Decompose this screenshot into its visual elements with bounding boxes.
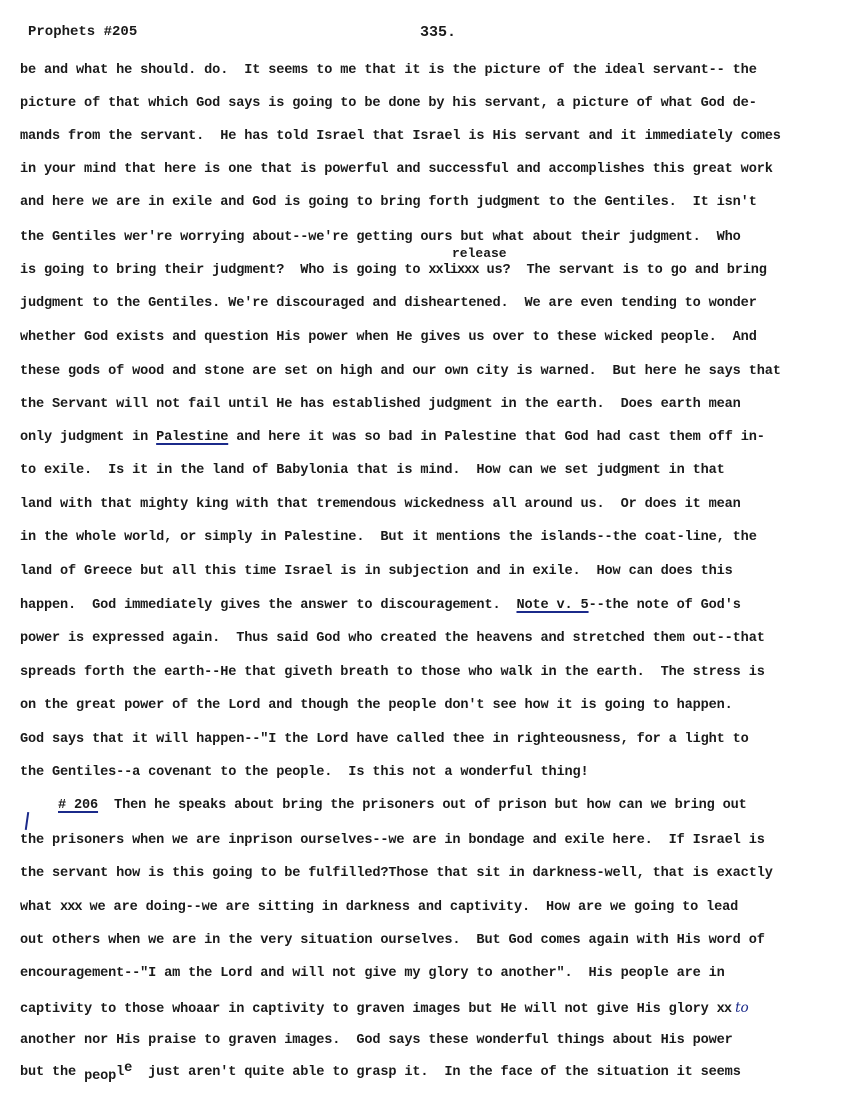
struck-text: xxx [60,900,82,915]
underlined-text: Note v. 5 [516,598,589,613]
text-line: land with that mighty king with that tremendous wickedness all around us. Or does it mean [20,497,741,512]
text-line: the prisoners when we are inprison ourselves--we are in bondage and exile here. If Israel is [20,833,765,848]
text-line: the servant how is this going to be fulfilled?Those that sit in darkness-well, that is exactly [20,866,773,881]
page-header [28,24,818,48]
text-line: and here we are in exile and God is going to bring forth judgment to the Gentiles. It isn't [20,195,757,210]
text-line: power is expressed again. Thus said God who created the heavens and stretched them out--that [20,631,765,646]
text-line [20,597,826,615]
line-text: Then he speaks about bring the prisoners out of prison but how can we bring out [98,798,747,813]
text-line: mands from the servant. He has told Israel that Israel is His servant and it immediately comes [20,129,781,144]
text-line [20,899,826,917]
text-line: whether God exists and question His power when He gives us over to these wicked people. And [20,330,757,345]
line-text: and here it was so bad in Palestine that God had cast them off in- [228,430,765,445]
text-line: picture of that which God says is going to be done by his servant, a picture of what God de- [20,96,757,111]
line-text: just aren't quite able to grasp it. In the face of the situation it seems [132,1065,741,1080]
text-line: out others when we are in the very situation ourselves. But God comes again with His word of [20,933,765,948]
text-line: in the whole world, or simply in Palestine. But it mentions the islands--the coat-line, the [20,530,757,545]
typed-insertion: release [452,246,507,261]
text-line: these gods of wood and stone are set on high and our own city is warned. But here he says that [20,364,781,379]
text-line [20,429,826,447]
line-text: l [116,1065,125,1080]
line-text: captivity to those whoaar in captivity to graven images but He will not give His glory [20,1002,717,1017]
line-text: but the [20,1065,85,1080]
text-line: judgment to the Gentiles. We're discouraged and disheartened. We are even tending to wonder [20,296,757,311]
section-marker: # 206 [58,798,99,813]
line-text: only judgment in [20,430,157,445]
text-line [20,262,826,280]
struck-text: xx [716,1002,731,1017]
underlined-text: Palestine [156,430,229,445]
text-line: the Gentiles wer're worrying about--we're getting ours but what about their judgment. Who [20,230,741,245]
text-line: God says that it will happen--"I the Lord have called thee in righteousness, for a light to [20,732,749,747]
struck-text: xxlixxx [428,263,479,278]
page-number: 335. [420,24,457,41]
handwritten-insertion: to [731,1000,749,1016]
line-text: --the note of God's [588,598,741,613]
line-text: e [124,1061,133,1076]
text-line: encouragement--"I am the Lord and will not give my glory to another". His people are in [20,966,725,981]
line-text: us? The servant is to go and bring [478,263,767,278]
text-line: be and what he should. do. It seems to me that it is the picture of the ideal servant-- the [20,63,757,78]
text-line [20,797,826,815]
text-line: in your mind that here is one that is powerful and successful and accomplishes this great work [20,162,773,177]
line-text: we are doing--we are sitting in darkness and captivity. How are we going to lead [81,900,739,915]
document-title: Prophets #205 [28,24,138,40]
text-line: spreads forth the earth--He that giveth breath to those who walk in the earth. The stress is [20,665,765,680]
text-line: another nor His praise to graven images. God says these wonderful things about His power [20,1033,733,1048]
text-line [20,999,826,1019]
line-text: what [20,900,61,915]
text-line [20,1061,826,1084]
line-text: is going to bring their judgment? Who is going to [20,263,429,278]
text-line: the Gentiles--a covenant to the people. Is this not a wonderful thing! [20,765,589,780]
line-text: peop [84,1069,117,1084]
text-line: the Servant will not fail until He has established judgment in the earth. Does earth mean [20,397,741,412]
text-line: on the great power of the Lord and though the people don't see how it is going to happen. [20,698,733,713]
line-text: happen. God immediately gives the answer to discouragement. [20,598,517,613]
text-line: land of Greece but all this time Israel is in subjection and in exile. How can does this [20,564,733,579]
text-line: to exile. Is it in the land of Babylonia that is mind. How can we set judgment in that [20,463,725,478]
